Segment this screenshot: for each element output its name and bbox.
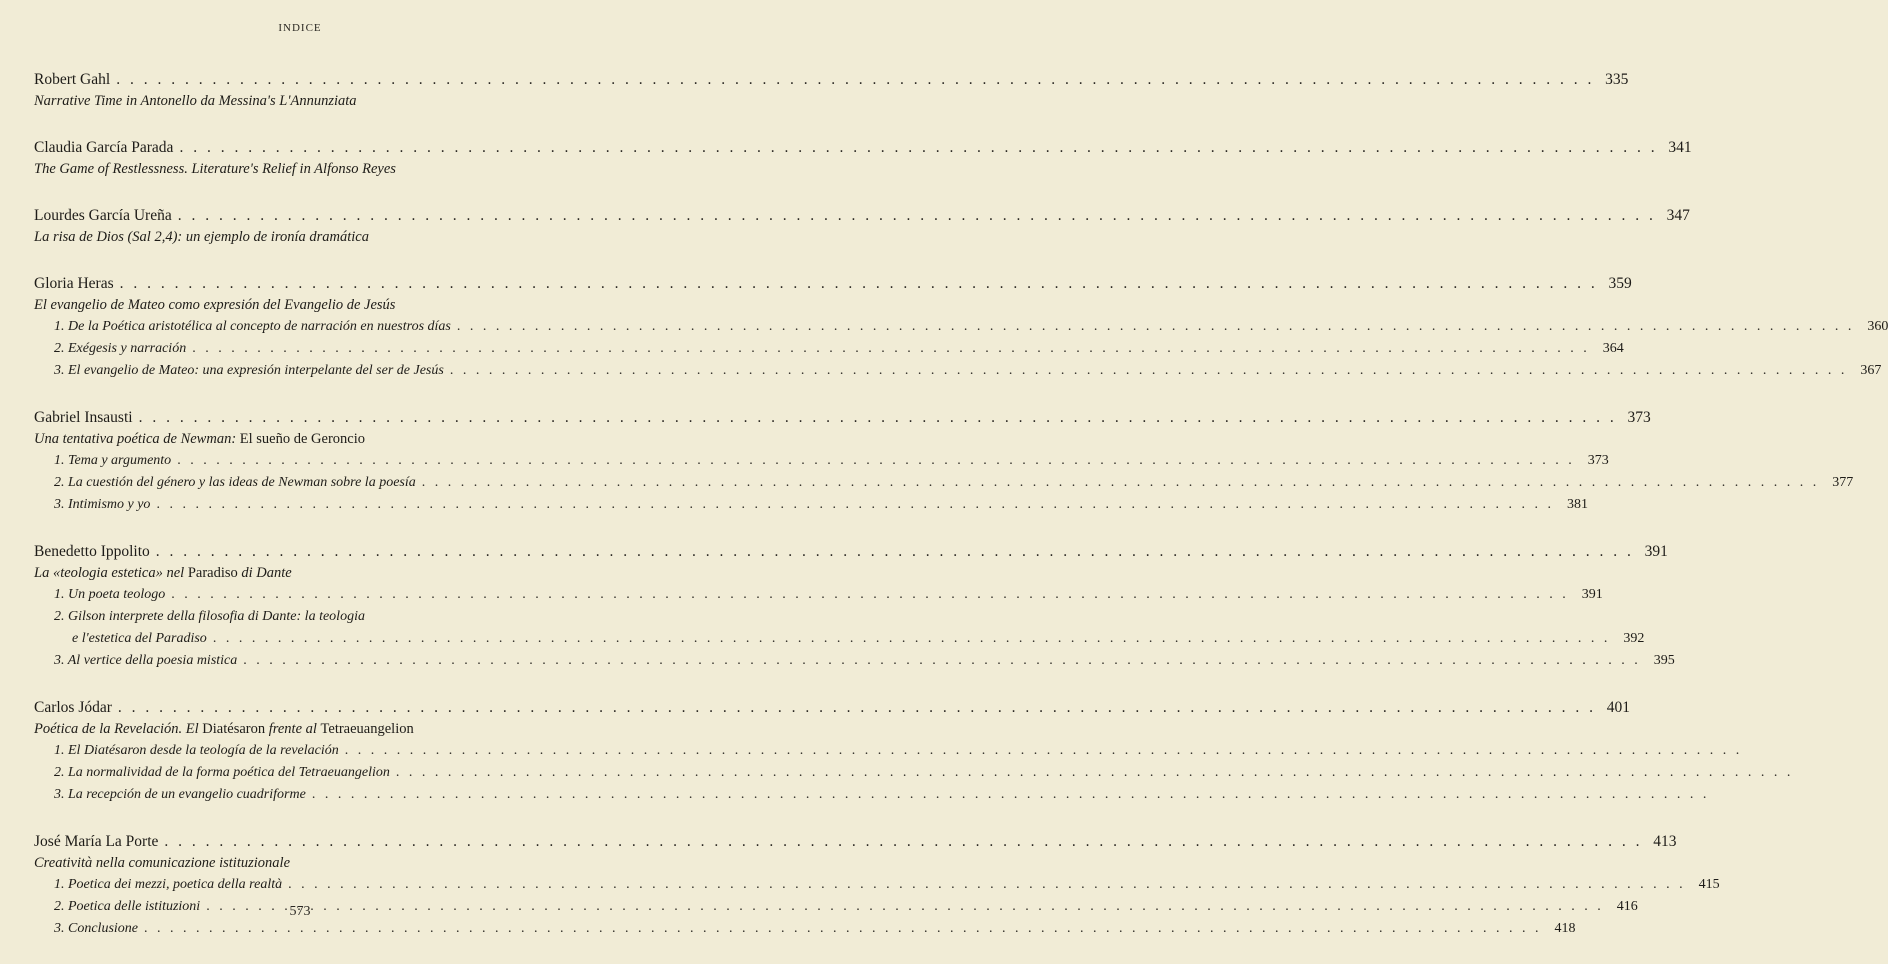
- page-number: 418: [1554, 921, 1576, 936]
- section-line: 3. Conclusione . . . 418: [34, 918, 540, 940]
- dot-leader: [118, 696, 1596, 719]
- dot-leader: [345, 740, 1743, 762]
- author-name: Lourdes García Ureña: [34, 207, 172, 224]
- folio-page-number: 573: [289, 904, 311, 919]
- dot-leader: [288, 874, 1686, 896]
- page-number: 392: [1623, 631, 1645, 646]
- author-name: Gabriel Insausti: [34, 409, 133, 426]
- section-line: 3. Al vertice della poesia mistica . . . 395: [34, 650, 540, 672]
- page-number: 373: [1587, 453, 1609, 468]
- page-number: 413: [1653, 833, 1677, 850]
- essay-title: Narrative Time in Antonello da Messina's L'Annunziata: [34, 93, 357, 109]
- dot-leader: [116, 68, 1594, 91]
- author-name: José María La Porte: [34, 833, 159, 850]
- toc-author-line: [34, 406, 1651, 429]
- toc-entry-gahl: [34, 68, 1629, 112]
- page-number: 359: [1608, 275, 1632, 292]
- dot-leader: [178, 204, 1656, 227]
- essay-title: La risa de Dios (Sal 2,4): un ejemplo de ironía dramática: [34, 229, 369, 245]
- page-number: 364: [1602, 341, 1624, 356]
- section-line: 1. Un poeta teologo . . . 391: [34, 584, 540, 606]
- dot-leader: [192, 338, 1590, 360]
- page-number: 341: [1668, 139, 1692, 156]
- section-line: 1. Poetica dei mezzi, poetica della realtà . . . 415: [34, 874, 540, 896]
- toc-author-line: [34, 830, 1677, 853]
- page-number: 373: [1627, 409, 1651, 426]
- dot-leader: [396, 762, 1794, 784]
- page-number: 416: [1616, 899, 1638, 914]
- author-name: Benedetto Ippolito: [34, 543, 150, 560]
- page-number: 360: [1867, 319, 1888, 334]
- toc-author-line: [34, 272, 1632, 295]
- author-name: Claudia García Parada: [34, 139, 174, 156]
- page-number: 367: [1860, 363, 1882, 378]
- essay-title: Poética de la Revelación. El Diatésaron frente al Tetraeuangelion: [34, 721, 414, 737]
- page-number: 391: [1581, 587, 1603, 602]
- running-header: INDICE: [278, 22, 322, 34]
- section-line-continued: e l'estetica del Paradiso . . . 392: [34, 628, 540, 650]
- toc-author-line: [34, 204, 1690, 227]
- toc-entry-jodar: [34, 696, 1631, 806]
- toc-entry-heras: [34, 272, 1888, 382]
- toc-entry-insausti: [34, 406, 1854, 516]
- page-number: 377: [1832, 475, 1854, 490]
- essay-title: Creatività nella comunicazione istituzionale: [34, 855, 291, 871]
- dot-leader: [450, 360, 1848, 382]
- toc-author-line: [34, 540, 1668, 563]
- toc-entry-ippolito: [34, 540, 1675, 672]
- dot-leader: [177, 450, 1575, 472]
- toc-entry-la-porte: [34, 830, 1720, 940]
- page-number: 391: [1644, 543, 1668, 560]
- section-line: 3. El evangelio de Mateo: una expresión interpelante del ser de Jesús . . . 367: [34, 360, 540, 382]
- toc-author-line: [34, 68, 1629, 91]
- section-line: 1. El Diatésaron desde la teología de la revelación . . .: [34, 740, 540, 762]
- page-number: 415: [1698, 877, 1720, 892]
- dot-leader: [139, 406, 1617, 429]
- dot-leader: [422, 472, 1820, 494]
- section-line: 2. La cuestión del género y las ideas de Newman sobre la poesía . . . 377: [34, 472, 540, 494]
- section-line: 2. Gilson interprete della filosofia di Dante: la teologia: [54, 609, 365, 624]
- essay-title: La «teologia estetica» nel Paradiso di Dante: [34, 565, 292, 581]
- section-line: 1. De la Poética aristotélica al concepto de narración en nuestros días . . . 360: [34, 316, 540, 338]
- page-number: 347: [1666, 207, 1690, 224]
- dot-leader: [171, 584, 1569, 606]
- section-line: 1. Tema y argumento . . . 373: [34, 450, 540, 472]
- dot-leader: [213, 628, 1611, 650]
- page-number: 401: [1606, 699, 1631, 716]
- page-number: 335: [1605, 71, 1629, 88]
- dot-leader: [156, 494, 1554, 516]
- author-name: Gloria Heras: [34, 275, 114, 292]
- toc-author-line: [34, 136, 1692, 159]
- table-of-contents: [34, 68, 1888, 964]
- essay-title: Una tentativa poética de Newman: El sueño de Geroncio: [34, 431, 366, 447]
- author-name: Carlos Jódar: [34, 699, 112, 716]
- dot-leader: [312, 784, 1710, 806]
- dot-leader: [164, 830, 1642, 853]
- dot-leader: [144, 918, 1542, 940]
- dot-leader: [243, 650, 1641, 672]
- toc-entry-garcia-urena: [34, 204, 1690, 248]
- author-name: Robert Gahl: [34, 71, 111, 88]
- section-line: 2. Poetica delle istituzioni . . . 416: [34, 896, 540, 918]
- dot-leader: [120, 272, 1598, 295]
- section-line: 2. La normalividad de la forma poética del Tetraeuangelion . . .: [34, 762, 540, 784]
- page-number: 395: [1653, 653, 1675, 668]
- section-line: 2. Exégesis y narración . . . 364: [34, 338, 540, 360]
- dot-leader: [156, 540, 1634, 563]
- toc-author-line: [34, 696, 1631, 719]
- dot-leader: [179, 136, 1657, 159]
- dot-leader: [457, 316, 1855, 338]
- section-line: 3. Intimismo y yo . . . 381: [34, 494, 540, 516]
- page-number: 381: [1566, 497, 1588, 512]
- essay-title: The Game of Restlessness. Literature's Relief in Alfonso Reyes: [34, 161, 396, 177]
- toc-entry-garcia-parada: [34, 136, 1692, 180]
- essay-title: El evangelio de Mateo como expresión del Evangelio de Jesús: [34, 297, 396, 313]
- section-line: 3. La recepción de un evangelio cuadriforme . . .: [34, 784, 540, 806]
